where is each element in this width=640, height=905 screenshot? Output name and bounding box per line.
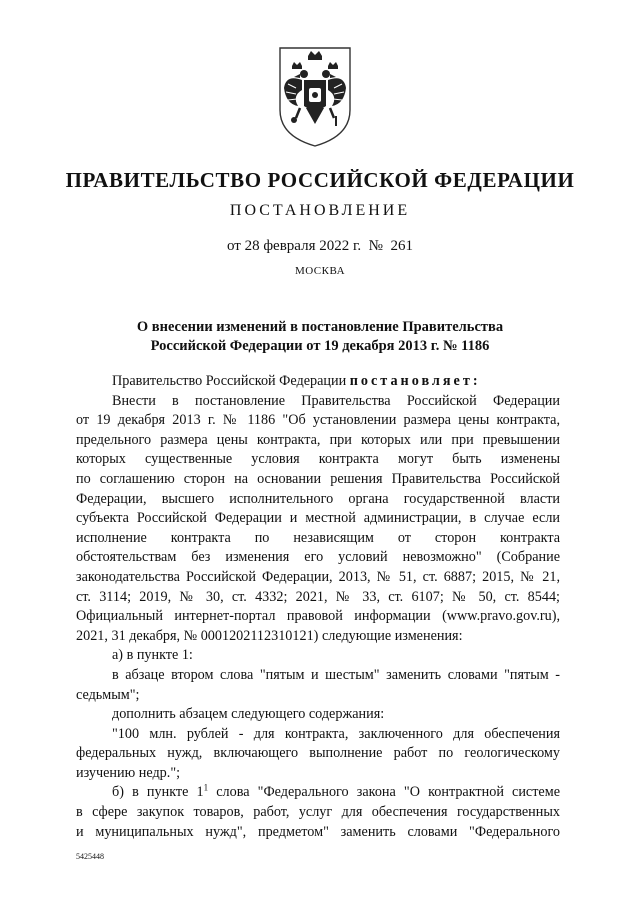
clause-b-rest: слова "Федерального закона "О контрактной системе xyxy=(208,784,561,801)
clause-b-start: б) в пункте 1 xyxy=(112,784,204,801)
body-line: законодательства Российской Федерации, 2013, № 51, ст. 6887; 2015, № 21, xyxy=(76,568,560,585)
document-code: 5425448 xyxy=(76,852,104,861)
document-date-number: от 28 февраля 2022 г. № 261 xyxy=(226,238,413,254)
body-line: в сфере закупок товаров, работ, услуг для обеспечения государственных xyxy=(76,804,560,821)
body-line: федеральных нужд, включающего выполнение работ по геологическому xyxy=(76,745,560,762)
body-line: от 19 декабря 2013 г. № 1186 "Об установлении размера цены контракта, xyxy=(76,412,560,429)
decree-intro-text: Правительство Российской Федерации xyxy=(112,373,347,389)
body-line: Федерации, высшего исполнительного органа государственной власти xyxy=(76,490,560,507)
government-title: ПРАВИТЕЛЬСТВО РОССИЙСКОЙ ФЕДЕРАЦИИ xyxy=(65,168,575,192)
body-line: исполнение контракта по независящим от сторон контракта xyxy=(76,529,560,546)
body-line: предельного размера цены контракта, при которых или при превышении xyxy=(76,431,560,448)
heading-line: О внесении изменений в постановление Правительства xyxy=(136,319,504,335)
body-line: "100 млн. рублей - для контракта, заключенного для обеспечения xyxy=(112,725,560,742)
decree-intro xyxy=(76,372,560,392)
body-line: изучению недр."; xyxy=(76,764,181,781)
document-city: МОСКВА xyxy=(294,265,346,277)
body-line: по соглашению сторон на основании решения Правительства Российской xyxy=(76,470,560,487)
body-line xyxy=(76,783,560,803)
body-line: ст. 3114; 2019, № 30, ст. 4332; 2021, № 33, ст. 6107; № 50, ст. 8544; xyxy=(76,588,560,605)
body-line: 2021, 31 декабря, № 0001202112310121) следующие изменения: xyxy=(76,627,463,644)
clause-superscript: 1 xyxy=(203,782,209,793)
document-body xyxy=(76,372,560,842)
body-line: а) в пункте 1: xyxy=(112,647,193,664)
body-line: седьмым"; xyxy=(76,686,140,703)
body-line: в абзаце втором слова "пятым и шестым" заменить словами "пятым - xyxy=(112,666,560,683)
body-line: субъекта Российской Федерации и местной администрации, в случае если xyxy=(76,510,560,527)
coat-of-arms-icon xyxy=(274,44,356,148)
body-line: обстоятельствам без изменения его условий невозможно" (Собрание xyxy=(76,549,560,566)
body-line: Внести в постановление Правительства Российской Федерации xyxy=(112,392,560,409)
body-line: которых существенные условия контракта могут быть изменены xyxy=(76,451,560,468)
body-line: Официальный интернет-портал правовой информации (www.pravo.gov.ru), xyxy=(76,608,560,625)
body-line: и муниципальных нужд", предметом" заменить словами "Федерального xyxy=(76,823,560,840)
decree-word: постановляет: xyxy=(349,373,481,389)
document-type: ПОСТАНОВЛЕНИЕ xyxy=(229,202,411,219)
document-heading xyxy=(40,318,600,356)
heading-line: Российской Федерации от 19 декабря 2013 г. № 1186 xyxy=(150,338,490,354)
body-line: дополнить абзацем следующего содержания: xyxy=(112,706,385,723)
